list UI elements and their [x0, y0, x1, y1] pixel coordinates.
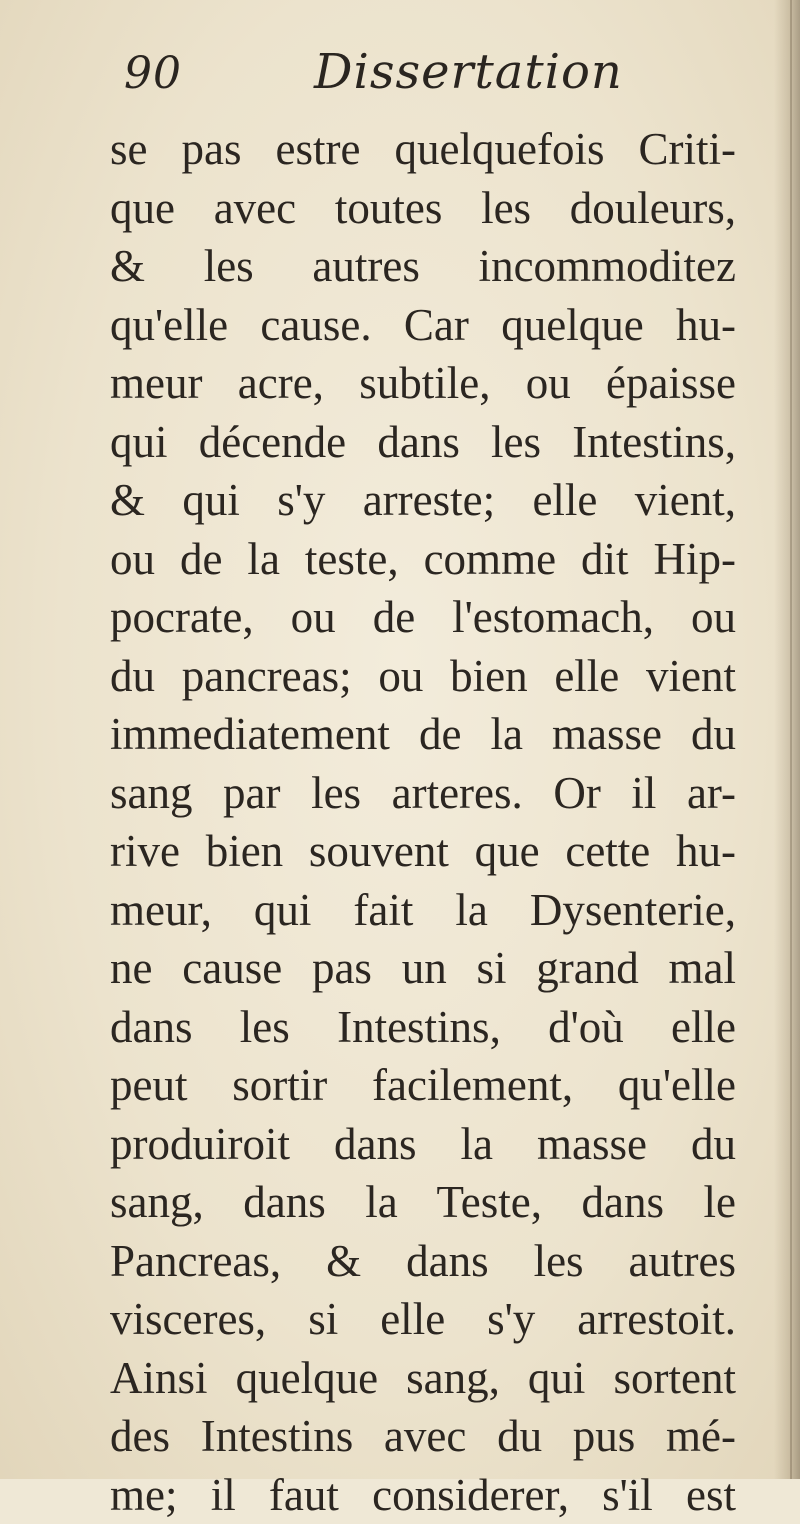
- text-line: sang, dans la Teste, dans le: [110, 1173, 736, 1232]
- text-line: peut sortir facilement, qu'elle: [110, 1056, 736, 1115]
- text-line: des Intestins avec du pus mé-: [110, 1407, 736, 1466]
- text-line: me; il faut considerer, s'il est: [110, 1466, 736, 1524]
- body-text: [110, 120, 736, 1524]
- text-line: visceres, si elle s'y arrestoit.: [110, 1290, 736, 1349]
- text-line: ou de la teste, comme dit Hip-: [110, 530, 736, 589]
- text-line: Ainsi quelque sang, qui sortent: [110, 1349, 736, 1408]
- text-line: meur acre, subtile, ou épaisse: [110, 354, 736, 413]
- page-header: [118, 42, 738, 112]
- text-line: produiroit dans la masse du: [110, 1115, 736, 1174]
- text-line: que avec toutes les douleurs,: [110, 179, 736, 238]
- text-line: du pancreas; ou bien elle vient: [110, 647, 736, 706]
- text-line: ne cause pas un si grand mal: [110, 939, 736, 998]
- text-line: sang par les arteres. Or il ar-: [110, 764, 736, 823]
- text-line: immediatement de la masse du: [110, 705, 736, 764]
- text-line: qu'elle cause. Car quelque hu-: [110, 296, 736, 355]
- text-line: se pas estre quelquefois Criti-: [110, 120, 736, 179]
- page-edge-line: [790, 0, 792, 1479]
- text-line: & qui s'y arreste; elle vient,: [110, 471, 736, 530]
- text-line: & les autres incommoditez: [110, 237, 736, 296]
- text-line: rive bien souvent que cette hu-: [110, 822, 736, 881]
- page-number: 90: [124, 48, 182, 99]
- running-title: Dissertation: [314, 44, 623, 100]
- page-edge-shadow: [774, 0, 800, 1479]
- text-line: Pancreas, & dans les autres: [110, 1232, 736, 1291]
- text-line: qui décende dans les Intestins,: [110, 413, 736, 472]
- text-line: meur, qui fait la Dysenterie,: [110, 881, 736, 940]
- text-line: pocrate, ou de l'estomach, ou: [110, 588, 736, 647]
- text-line: dans les Intestins, d'où elle: [110, 998, 736, 1057]
